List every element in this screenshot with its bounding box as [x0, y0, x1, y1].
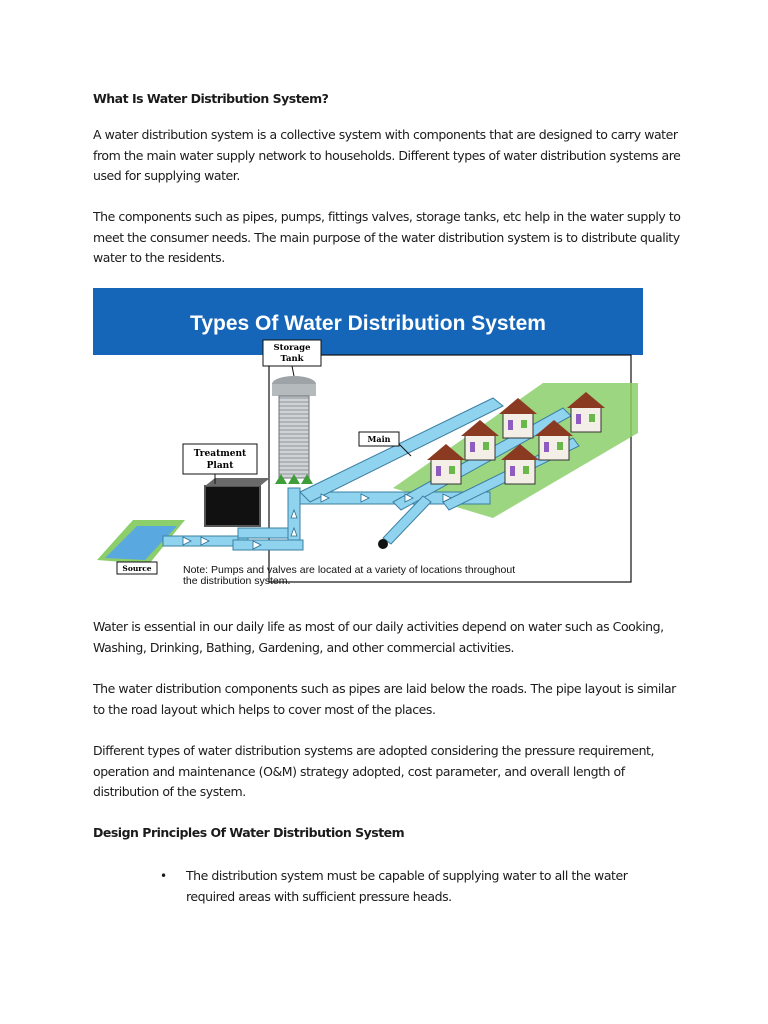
svg-text:Storage: Storage	[273, 343, 311, 353]
svg-text:Main: Main	[367, 434, 391, 444]
list-item: The distribution system must be capable of supplying water to all the water required areas with sufficient pressure heads.	[186, 868, 628, 904]
storage-tank	[279, 396, 309, 478]
svg-text:Plant: Plant	[206, 461, 234, 471]
treatment-plant-tank	[205, 486, 260, 526]
diagram-svg	[93, 288, 643, 586]
paragraph-pipe-layout: The water distribution components such as pipes are laid below the roads. The pipe layout is similar to the road layout which helps to cover most of the places.	[93, 681, 676, 717]
tank-shrubs	[275, 474, 313, 484]
svg-text:Treatment: Treatment	[193, 449, 247, 459]
paragraph-components: The components such as pipes, pumps, fittings valves, storage tanks, etc help in the water supply to meet the consumer needs. The main purpose of the water distribution system is to distribute quality water to the residents.	[93, 209, 681, 265]
bullet-marker: •	[160, 869, 167, 883]
paragraph-importance: Water is essential in our daily life as most of our daily activities depend on water such as Cooking, Washing, Drinking, Bathing, Gardening, and other commercial activities.	[93, 619, 664, 655]
section-heading-design-principles: Design Principles Of Water Distribution System	[93, 825, 405, 840]
svg-text:Source: Source	[122, 564, 152, 573]
diagram-banner-title: Types Of Water Distribution System	[190, 312, 546, 335]
section-heading-what-is: What Is Water Distribution System?	[93, 91, 329, 106]
paragraph-types: Different types of water distribution systems are adopted considering the pressure requirement, operation and maintenance (O&M) strategy adopted, cost parameter, and overall length of distribution of the system.	[93, 743, 655, 799]
water-distribution-diagram	[93, 288, 643, 586]
diagram-note-line1: Note: Pumps and valves are located at a variety of locations throughout	[183, 564, 516, 576]
pipe-outlet	[378, 539, 388, 549]
diagram-note-line2: the distribution system.	[183, 575, 291, 586]
paragraph-intro: A water distribution system is a collective system with components that are designed to carry water from the main water supply network to households. Different types of water distribution systems are used for supplying water.	[93, 127, 681, 183]
svg-text:Tank: Tank	[280, 354, 304, 364]
